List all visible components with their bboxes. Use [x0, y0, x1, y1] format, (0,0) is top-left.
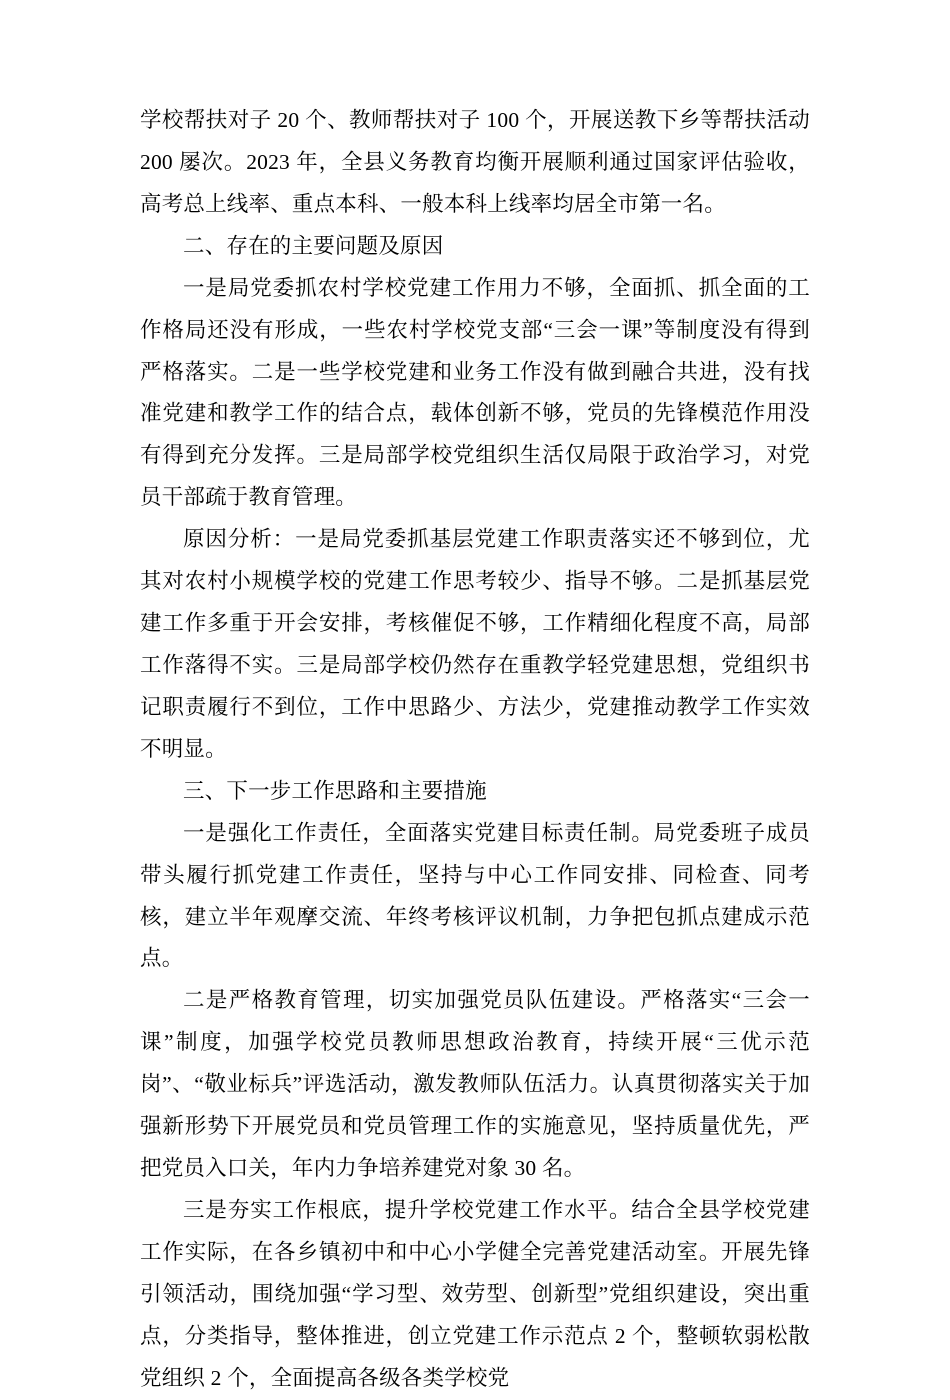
paragraph-measure-two: 二是严格教育管理，切实加强党员队伍建设。严格落实“三会一课”制度，加强学校党员教师思想政治教育，持续开展“三优示范岗”、“敬业标兵”评选活动，激发教师队伍活力。认真贯彻落实关于加强新形势下开展党员和党员管理工作的实施意见，坚持质量优先，严把党员入口关，年内力争培养建党对象 30 名。	[140, 988, 810, 1181]
document-body	[140, 100, 810, 1400]
paragraph-problems-detail: 一是局党委抓农村学校党建工作用力不够，全面抓、抓全面的工作格局还没有形成，一些农村学校党支部“三会一课”等制度没有得到严格落实。二是一些学校党建和业务工作没有做到融合共进，没有找准党建和教学工作的结合点，载体创新不够，党员的先锋模范作用没有得到充分发挥。三是局部学校党组织生活仅局限于政治学习，对党员干部疏于教育管理。	[140, 275, 810, 510]
paragraph-cause-analysis: 原因分析：一是局党委抓基层党建工作职责落实还不够到位，尤其对农村小规模学校的党建工作思考较少、指导不够。二是抓基层党建工作多重于开会安排，考核催促不够，工作精细化程度不高，局部工作落得不实。三是局部学校仍然存在重教学轻党建思想，党组织书记职责履行不到位，工作中思路少、方法少，党建推动教学工作实效不明显。	[140, 527, 810, 761]
section-heading-next-steps: 三、下一步工作思路和主要措施	[183, 778, 487, 803]
section-heading-problems: 二、存在的主要问题及原因	[183, 233, 444, 258]
paragraph-1: 学校帮扶对子 20 个、教师帮扶对子 100 个，开展送教下乡等帮扶活动 200 屡次。2023 年，全县义务教育均衡开展顺利通过国家评估验收，高考总上线率、重点本科、一般本科上线率均居全市第一名。	[140, 108, 810, 216]
paragraph-measure-one: 一是强化工作责任，全面落实党建目标责任制。局党委班子成员带头履行抓党建工作责任，坚持与中心工作同安排、同检查、同考核，建立半年观摩交流、年终考核评议机制，力争把包抓点建成示范点。	[140, 820, 810, 971]
paragraph-measure-three: 三是夯实工作根底，提升学校党建工作水平。结合全县学校党建工作实际，在各乡镇初中和中心小学健全完善党建活动室。开展先锋引领活动，围绕加强“学习型、效劳型、创新型”党组织建设，突出重点，分类指导，整体推进，创立党建工作示范点 2 个，整顿软弱松散党组织 2 个，全面提高各级各类学校党	[140, 1197, 810, 1390]
